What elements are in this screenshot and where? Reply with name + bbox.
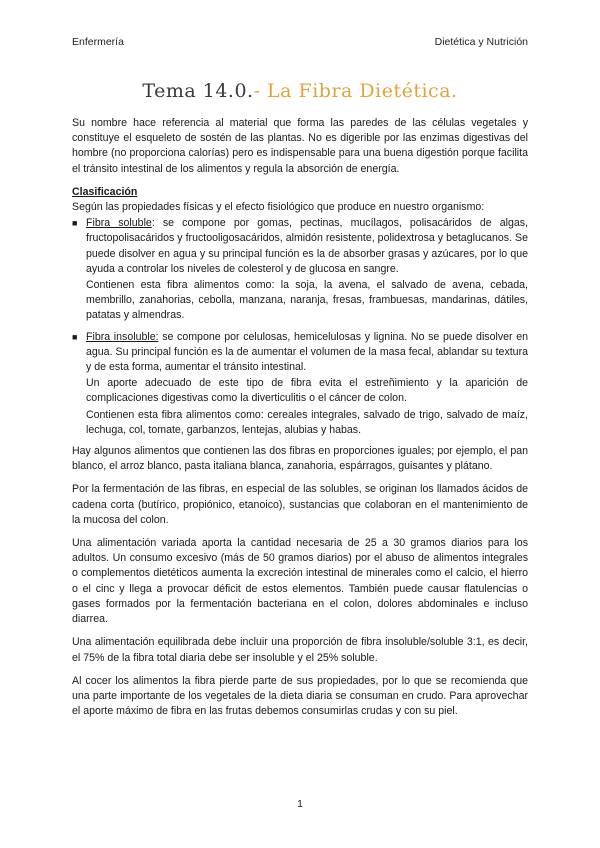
- bullet-square-icon: ■: [72, 331, 78, 342]
- title-sub: - La Fibra Dietética.: [253, 80, 458, 102]
- insoluble-description: [86, 330, 528, 376]
- bullet-square-icon: ■: [72, 218, 78, 229]
- insoluble-term: Fibra insoluble:: [86, 330, 159, 343]
- insoluble-foods: Contienen esta fibra alimentos como: cereales integrales, salvado de trigo, salvado de maíz, lechuga, col, tomate, garbanzos, lentejas, alubias y habas.: [86, 408, 528, 436]
- paragraph-daily-intake: Una alimentación variada aporta la cantidad necesaria de 25 a 30 gramos diarios para los adultos. Un consumo excesivo (más de 50 gramos diarios) por el abuso de alimentos integrales o complementos dietéticos aumenta la excreción intestinal de minerales como el calcio, el hierro o el cinc y llega a provocar déficit de estos elementos. También puede causar flatulencias o gases formados por la fermentación bacteriana en el colon, dolores abdominales e incluso diarrea.: [72, 537, 528, 626]
- soluble-text: : se compone por gomas, pectinas, mucílagos, polisacáridos de algas, fructopolisacáridos y fructooligosacáridos, almidón resistente, polidextrosa y betaglucanos. Se puede disolver en agua y su principal función es la de absorber grasas y azúcares, por lo que ayuda a controlar los niveles de colesterol y de glucosa en sangre.: [86, 217, 528, 275]
- insoluble-text: se compone por celulosas, hemicelulosas y lignina. No se puede disolver en agua. Su principal función es la de aumentar el volumen de la masa fecal, ablandar su textura y de esta forma, aumentar el tránsito intestinal.: [86, 330, 528, 374]
- paragraph-fermentation: Por la fermentación de las fibras, en especial de las solubles, se originan los llamados ácidos de cadena corta (butírico, propiónico, etanoico), sustancias que colaboran en el mantenimiento de la mucosa del colon.: [72, 483, 528, 526]
- header-subject: Enfermería: [72, 36, 124, 48]
- page-title: [0, 80, 600, 102]
- bullet-soluble: [72, 216, 528, 323]
- paragraph-ratio: Una alimentación equilibrada debe incluir una proporción de fibra insoluble/soluble 3:1, es decir, el 75% de la fibra total diaria debe ser insoluble y el 25% soluble.: [72, 636, 528, 664]
- paragraph-cooking: Al cocer los alimentos la fibra pierde parte de sus propiedades, por lo que se recomienda que una parte importante de los vegetales de la dieta diaria se consuman en crudo. Para aprovechar el aporte máximo de fibra en las frutas debemos consumirlas crudas y con su piel.: [72, 674, 528, 718]
- paragraph-mixed-fibers: Hay algunos alimentos que contienen las dos fibras en proporciones iguales; por ejemplo, el pan blanco, el arroz blanco, pasta italiana blanca, zanahoria, espárragos, guisantes y plátano.: [72, 445, 528, 473]
- header-course: Dietética y Nutrición: [434, 36, 528, 48]
- bullet-insoluble: [72, 330, 528, 438]
- classification-intro: Según las propiedades físicas y el efecto fisiológico que produce en nuestro organismo:: [72, 201, 485, 214]
- classification-heading: Clasificación: [72, 185, 138, 198]
- insoluble-benefit: Un aporte adecuado de este tipo de fibra evita el estreñimiento y la aparición de complicaciones digestivas como la diverticulitis o el cáncer de colon.: [86, 377, 528, 405]
- intro-paragraph: Su nombre hace referencia al material que forma las paredes de las células vegetales y constituye el esqueleto de sostén de las plantas. No es digerible por las enzimas digestivas del hombre (no proporciona calorías) pero es indispensable para una buena digestión porque facilita el tránsito intestinal de los alimentos y regula la absorción de energía.: [72, 117, 528, 175]
- soluble-description: [86, 216, 528, 277]
- page-number: 1: [297, 798, 303, 810]
- document-body: [72, 116, 528, 727]
- title-main: Tema 14.0.: [142, 80, 254, 102]
- soluble-term: Fibra soluble: [86, 217, 152, 230]
- soluble-foods: Contienen esta fibra alimentos como: la soja, la avena, el salvado de avena, cebada, membrillo, zanahorias, cebolla, manzana, naranja, fresas, frambuesas, mandarinas, dátiles, patatas y almendras.: [86, 279, 528, 322]
